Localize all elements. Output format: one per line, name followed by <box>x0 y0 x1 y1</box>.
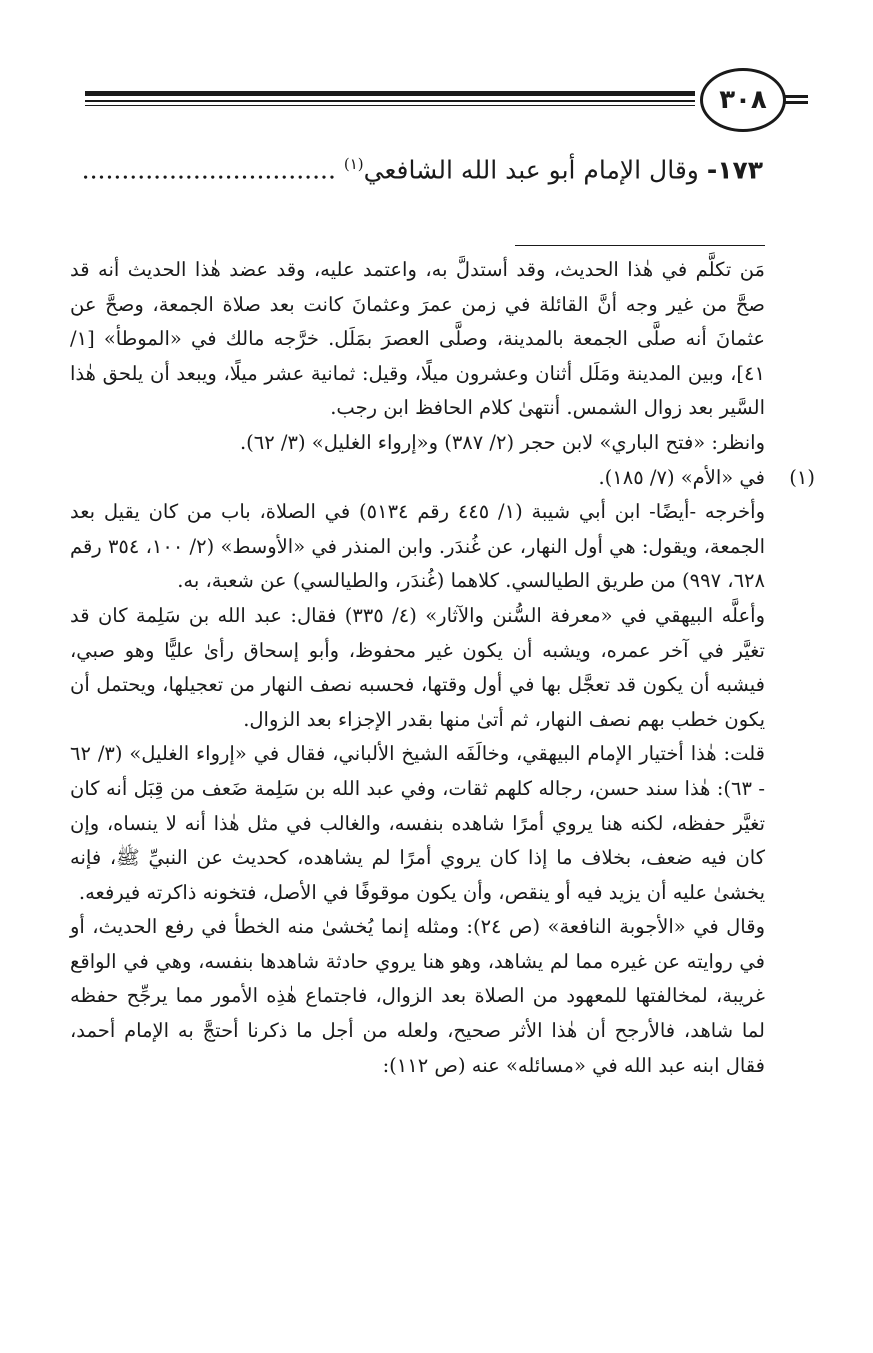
footnote-paragraph: في «الأم» (٧/ ١٨٥). <box>598 465 765 489</box>
footnote-paragraph: قلت: هٰذا أختيار الإمام البيهقي، وخالَفَه الشيخ الألباني، فقال في «إرواء الغليل» (٣/ ٦٢ - ٦٣): هٰذا سند حسن، رجاله كلهم ثقات، وفي عبد الله بن سَلِمة ضَعف من قِبَل أنه كان تغيَّر حفظه، لكنه هنا يروي أمرًا شاهده بنفسه، والغالب في مثل هٰذا أنه لا ينساه، وإن كان فيه ضعف، بخلاف ما إذا كان يروي أمرًا لم يشاهده، كحديث عن النبيِّ ﷺ، فإنه يخشىٰ عليه أن يزيد فيه أو ينقص، وأن يكون موقوفًا في الأصل، فتخونه ذاكرته فيرفعه. <box>70 742 765 904</box>
footnote-separator <box>515 245 765 246</box>
footnote-mark: (١) <box>789 465 815 489</box>
page-number-badge <box>700 68 786 132</box>
page-number: ٣٠٨ <box>719 85 767 115</box>
entry-ellipsis: ................................ <box>81 155 336 185</box>
continued-paragraph: وانظر: «فتح الباري» لابن حجر (٢/ ٣٨٧) و«إرواء الغليل» (٣/ ٦٢). <box>239 430 765 454</box>
entry-number: ١٧٣- <box>706 155 763 185</box>
footnotes-block <box>70 253 815 1083</box>
entry-footnote-ref: (١) <box>343 155 364 173</box>
header-rule-thick <box>85 91 695 96</box>
footnote-paragraph: وقال في «الأجوبة النافعة» (ص ٢٤): ومثله إنما يُخشىٰ منه الخطأ في رفع الحديث، أو في روايته عن غيره مما لم يشاهد، وهو هنا يروي حادثة شاهدها بنفسه، وهي في الواقع غريبة، لمخالفتها للمعهود من الصلاة بعد الزوال، فاجتماع هٰذِه الأمور مما يرجِّح حفظه لما شاهد، فالأرجح أن هٰذا الأثر صحيح، ولعله من أجل ما ذكرنا أحتجَّ به الإمام أحمد، فقال ابنه عبد الله في «مسائله» عنه (ص ١١٢): <box>70 915 765 1077</box>
footnote-1 <box>70 461 815 496</box>
header-rule-middle <box>85 100 695 102</box>
header-rule-thin <box>85 105 695 106</box>
continued-paragraph: مَن تكلَّم في هٰذا الحديث، وقد أستدلَّ به، واعتمد عليه، وقد عضد هٰذا الحديث أنه قد صحَّ من غير وجه أنَّ القائلة في زمن عمرَ وعثمانَ كانت بعد صلاة الجمعة، وصحَّ عن عثمانَ أنه صلَّى الجمعة بالمدينة، وصلَّى العصرَ بمَلَل. خرَّجه مالك في «الموطأ» [١/ ٤١]، وبين المدينة ومَلَل أثنان وعشرون ميلًا، وقيل: ثمانية عشر ميلًا، ويبعد أن يلحق هٰذا السَّير بعد زوال الشمس. أنتهىٰ كلام الحافظ ابن رجب. <box>70 258 765 420</box>
footnote-paragraph: وأخرجه -أيضًا- ابن أبي شيبة (١/ ٤٤٥ رقم ٥١٣٤) في الصلاة، باب من كان يقيل بعد الجمعة، ويقول: هي أول النهار، عن غُندَر. وابن المنذر في «الأوسط» (٢/ ١٠٠، ٣٥٤ رقم ٦٢٨، ٩٩٧) من طريق الطيالسي. كلاهما (غُندَر، والطيالسي) عن شعبة، به. <box>70 500 765 593</box>
entry-title: وقال الإمام أبو عبد الله الشافعي <box>363 155 699 185</box>
entry-heading <box>81 142 763 192</box>
footnote-paragraph: وأعلَّه البيهقي في «معرفة السُّنن والآثار» (٤/ ٣٣٥) فقال: عبد الله بن سَلِمة كان قد تغيَّر في آخر عمره، ويشبه أن يكون غير محفوظ، وأبو إسحاق رأىٰ عليًّا وهو صبي، فيشبه أن يكون قد تعجَّل بها في أول وقتها، فحسبه نصف النهار من تعجيلها، ويحتمل أن يكون خطب بهم نصف النهار، ثم أتىٰ منها بقدر الإجزاء بعد الزوال. <box>70 603 765 731</box>
